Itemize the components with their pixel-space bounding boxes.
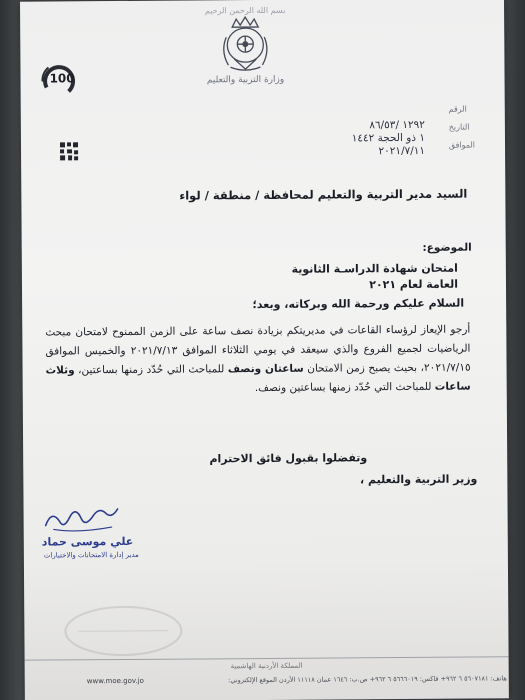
signer-position: مدير إدارة الامتحانات والاختبارات (43, 550, 139, 560)
ministry-name: وزارة التربية والتعليم (206, 74, 285, 86)
body-text-part-2: للمباحث التي حُدّد زمنها بساعتين، (78, 363, 225, 377)
reference-labels (449, 101, 476, 155)
letter-page (20, 0, 509, 700)
greeting-line: السلام عليكم ورحمة الله وبركاته، وبعد؛ (252, 296, 465, 312)
body-bold-duration-2: وثلاث ساعات (45, 364, 471, 393)
qr-code-icon (59, 141, 79, 161)
signer-name: علي موسى حماد (41, 534, 134, 549)
subject-line-2: العامة لعام ٢٠٢١ (369, 277, 459, 292)
closing-line: وتفضلوا بقبول فائق الاحترام (209, 451, 368, 466)
reference-corresponding-label: الموافق (448, 140, 476, 150)
faded-stamp (58, 601, 188, 662)
reference-code: ١٢٩٢ /٨٦/٥٣ (369, 118, 425, 132)
subject-label: الموضوع: (422, 241, 472, 254)
subject-line-1: امتحان شهادة الدراسـة الثانوية (291, 261, 458, 276)
jordan-coat-of-arms-icon (218, 15, 272, 73)
footer-website: www.moe.gov.jo (86, 676, 144, 686)
handwritten-signature (41, 499, 121, 536)
reference-number-label: الرقم (448, 104, 467, 114)
body-text-part-1: أرجو الإيعاز لرؤساء القاعات في مديريتكم بزيادة نصف ساعة على الزمن الممنوح لامتحان مبحث الرياضيات لجميع الفروع والذي سيعقد في يومي الثلاثاء الموافق ٢٠٢١/٧/١٣ والخميس الموافق ٢٠٢١/٧/١٥، بحيث يصبح زمن الامتحان (45, 323, 471, 375)
footer-country: المملكة الأردنية الهاشمية (230, 661, 303, 671)
reference-date-label: التاريخ (448, 122, 470, 132)
letterhead-header (200, 6, 291, 86)
recipient-line: السيد مدير التربية والتعليم لمحافظة / منطقة / لواء (179, 186, 468, 203)
centennial-logo (38, 59, 78, 99)
reference-values (352, 119, 426, 159)
body-paragraph (45, 321, 471, 400)
subject-text (292, 261, 459, 294)
bismillah-text: بسم الله الرحمن الرحيم (204, 5, 286, 16)
body-text-part-3: للمباحث التي حُدّد زمنها بساعتين ونصف. (254, 380, 432, 395)
reference-hijri-date: ١ ذو الحجة ١٤٤٢ (351, 131, 426, 145)
signer-title: وزير التربية والتعليم ، (359, 472, 478, 487)
reference-gregorian-date: ٢٠٢١/٧/١١ (378, 144, 426, 158)
body-bold-duration-1: ساعتان ونصف (227, 362, 304, 376)
centennial-number: 100 (49, 71, 75, 86)
footer-contact: هاتف: ٥٦٠٧١٨١ ٦ ٩٦٢+ فاكس: ٥٦٦٦٠١٩ ٦ ٩٦٢+ ص.ب: ١٦٤٦ عمان ١١١١٨ الأردن الموقع الإلكتروني: (228, 674, 507, 685)
